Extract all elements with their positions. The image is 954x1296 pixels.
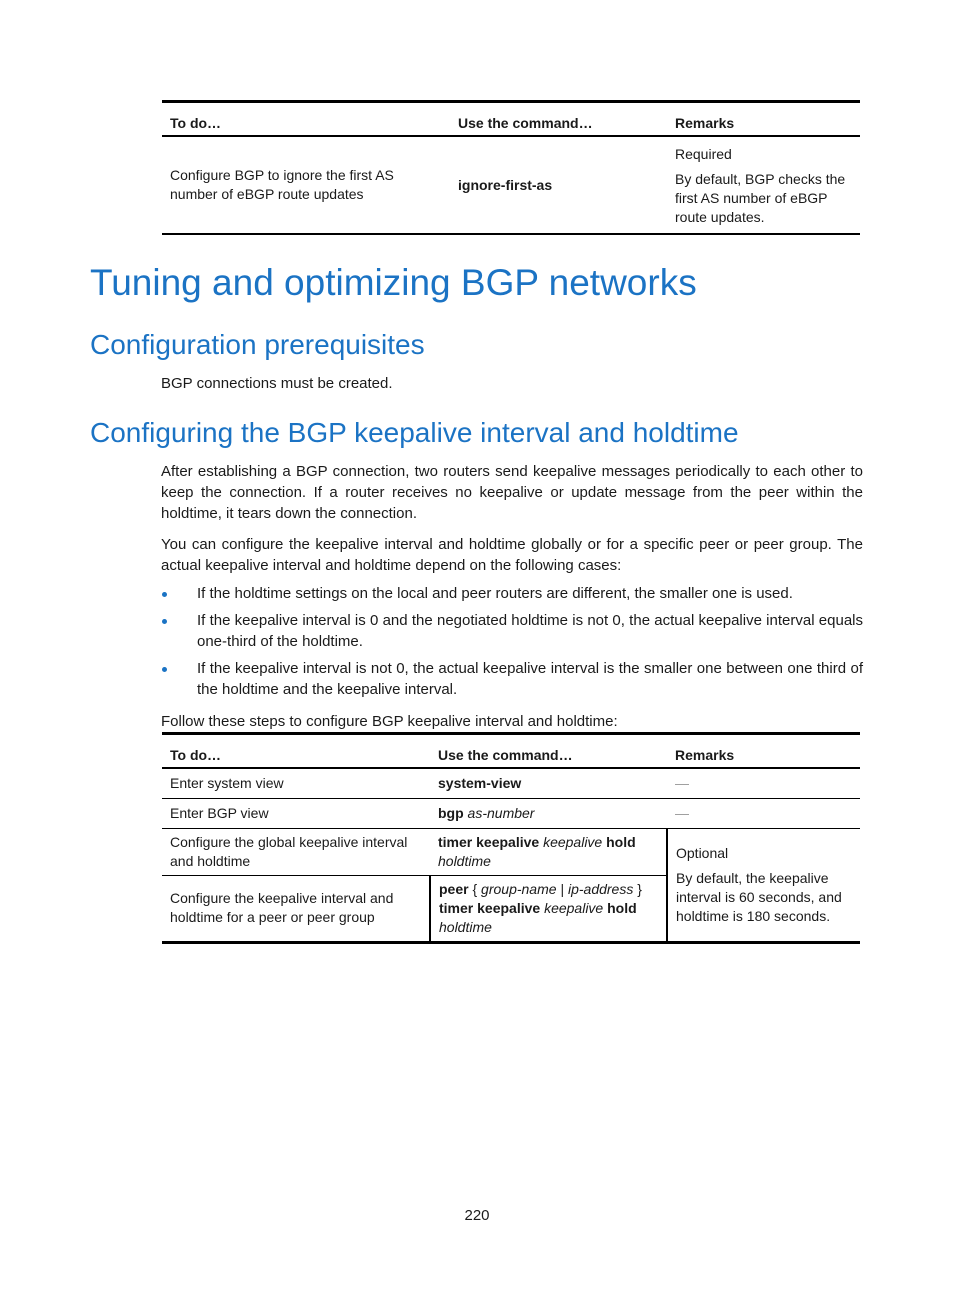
cell-command [430,798,667,828]
remark-required: Required [675,146,732,162]
steps-intro: Follow these steps to configure BGP keepalive interval and holdtime: [161,713,618,730]
section-heading-prerequisites: Configuration prerequisites [90,329,425,360]
header-command: Use the command… [458,115,593,131]
page-title: Tuning and optimizing BGP networks [90,262,697,303]
table-header-row [162,102,860,137]
page-number: 220 [464,1207,490,1224]
cell-todo: Enter BGP view [170,804,269,821]
table-row [162,136,860,234]
section-heading-keepalive: Configuring the BGP keepalive interval and holdtime [90,417,739,448]
cell-todo: Configure BGP to ignore the first AS number of eBGP route updates [170,167,394,202]
list-item: If the holdtime settings on the local and peer routers are different, the smaller one is used. [161,583,863,604]
header-command: Use the command… [438,747,573,763]
remark-optional: Optional [676,844,729,861]
cases-list [161,583,863,700]
command-argument: group-name [481,880,557,897]
brace-open: { [472,880,478,897]
header-todo: To do… [170,115,222,131]
command-keyword: bgp [438,804,464,821]
list-item: If the keepalive interval is not 0, the actual keepalive interval is the smaller one between one third of the holdtime and the keepalive interval. [161,658,863,700]
bullet-icon [162,592,167,597]
cell-command [430,768,667,798]
bullet-icon [162,619,167,624]
cell-remarks: — [675,804,689,821]
command-keyword: system-view [438,774,522,791]
bullet-icon [162,667,167,672]
header-remarks: Remarks [675,115,735,131]
keepalive-cases-paragraph: You can configure the keepalive interval and holdtime globally or for a specific peer or peer group. The actual keepalive interval and holdtime depend on the following cases: [161,536,863,574]
table-row [162,828,860,875]
cell-todo: Configure the global keepalive interval and holdtime [170,833,408,869]
command-argument: keepalive [543,833,603,850]
cell-remarks [667,136,860,234]
cell-remarks: — [675,774,689,791]
command-keyword: timer keepalive [439,899,541,916]
cell-command [430,875,667,942]
table-row [162,768,860,798]
command-keyword: hold [606,833,636,850]
table-row [162,798,860,828]
table-header-row [162,734,860,769]
cell-remarks-shared [667,828,860,942]
command-keyword: timer keepalive [438,833,540,850]
prerequisites-text: BGP connections must be created. [161,375,393,392]
list-item: If the keepalive interval is 0 and the negotiated holdtime is not 0, the actual keepalive interval equals one-third of the holdtime. [161,610,863,652]
remark-default: By default, the keepalive interval is 60 seconds, and holdtime is 180 seconds. [676,869,842,924]
cell-todo: Enter system view [170,774,284,791]
cell-todo: Configure the keepalive interval and holdtime for a peer or peer group [162,875,430,942]
cell-command [430,828,667,875]
command-argument: holdtime [439,918,492,935]
brace-close: } [637,880,642,897]
separator: | [560,880,565,897]
command-argument: ip-address [567,880,634,897]
command-argument: holdtime [438,852,491,869]
header-remarks: Remarks [675,747,735,763]
command-argument: keepalive [544,899,604,916]
keepalive-intro-paragraph: After establishing a BGP connection, two routers send keepalive messages periodically to each other to keep the connection. If a router receives no keepalive or update message from the peer within the holdtime, it tears down the connection. [161,463,863,522]
command-argument: as-number [467,804,535,821]
command-table-keepalive [162,732,860,944]
command-table-ignore-first-as [162,100,860,235]
command-keyword: peer [439,880,469,897]
cell-command [450,136,667,234]
command-keyword: hold [607,899,637,916]
header-todo: To do… [170,747,222,763]
command-keyword: ignore-first-as [458,176,553,193]
remark-default: By default, BGP checks the first AS number of eBGP route updates. [675,171,846,225]
